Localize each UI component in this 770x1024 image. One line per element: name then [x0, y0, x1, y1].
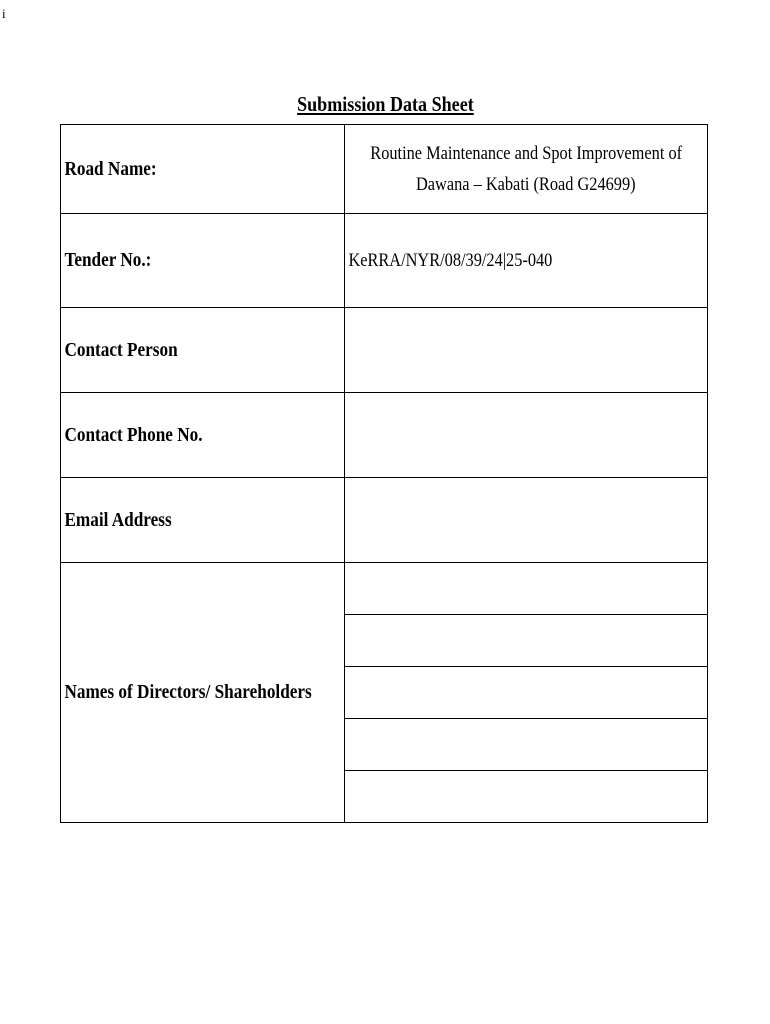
table-row-contact-person [61, 308, 708, 393]
tender-no-value-cell[interactable] [345, 214, 708, 308]
director-field-4[interactable] [345, 719, 708, 771]
road-name-value-line-2: Dawana – Kabati (Road G24699) [416, 174, 637, 195]
contact-person-label: Contact Person [64, 338, 178, 361]
directors-label-cell [61, 563, 345, 823]
page-mark: i [2, 6, 6, 21]
contact-phone-label-cell [61, 393, 345, 478]
director-field-1[interactable] [345, 563, 708, 615]
table-row-contact-phone [61, 393, 708, 478]
director-field-2[interactable] [345, 615, 708, 667]
table-row-director-1 [61, 563, 708, 615]
table-row-road-name [61, 125, 708, 214]
email-address-field[interactable] [345, 478, 708, 563]
tender-no-label-cell [61, 214, 345, 308]
director-field-5[interactable] [345, 771, 708, 823]
road-name-value-line-1: Routine Maintenance and Spot Improvement of [370, 143, 683, 164]
directors-label: Names of Directors/ Shareholders [64, 681, 312, 703]
email-address-label: Email Address [64, 508, 172, 531]
road-name-label: Road Name: [64, 157, 157, 180]
table-row-tender-no [61, 214, 708, 308]
road-name-value-cell[interactable] [345, 125, 708, 214]
contact-person-label-cell [61, 308, 345, 393]
email-address-label-cell [61, 478, 345, 563]
tender-no-value: KeRRA/NYR/08/39/24|25-040 [348, 249, 553, 271]
contact-phone-label: Contact Phone No. [64, 423, 203, 446]
road-name-label-cell [61, 125, 345, 214]
contact-phone-field[interactable] [345, 393, 708, 478]
submission-table [60, 124, 708, 823]
sheet-title: Submission Data Sheet [297, 92, 474, 116]
table-row-email-address [61, 478, 708, 563]
director-field-3[interactable] [345, 667, 708, 719]
tender-no-label: Tender No.: [64, 249, 152, 271]
contact-person-field[interactable] [345, 308, 708, 393]
